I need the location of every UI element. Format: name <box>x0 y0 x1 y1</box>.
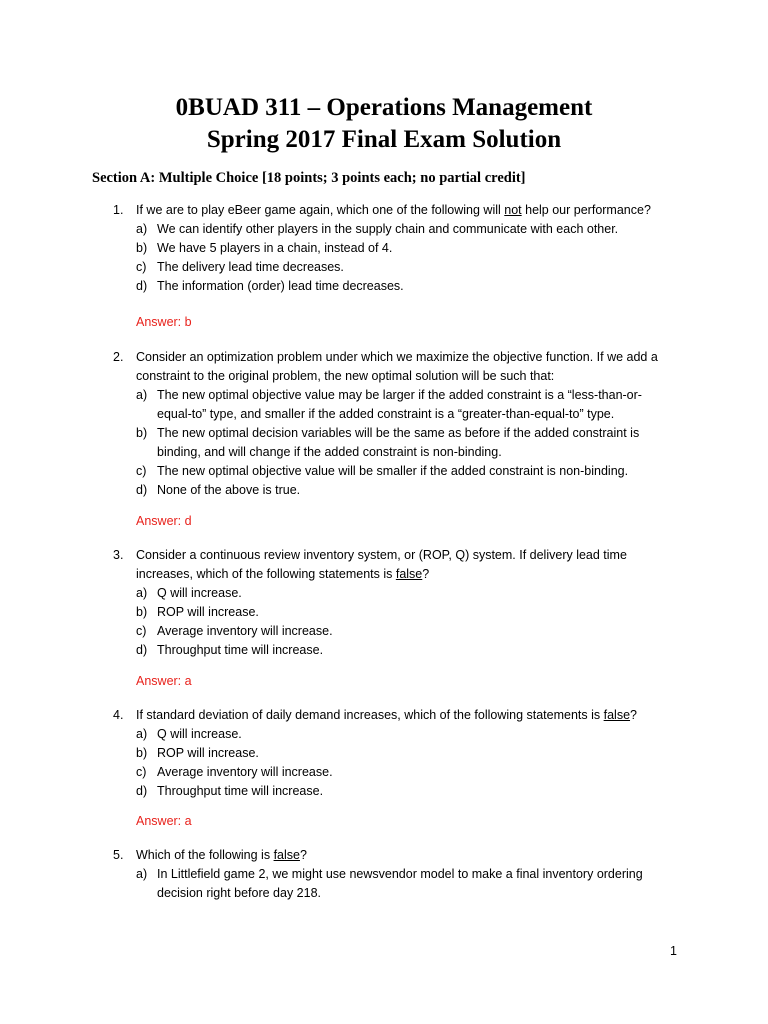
question-1 <box>113 201 673 296</box>
option-d: d) None of the above is true. <box>136 483 301 497</box>
option-list <box>136 584 673 660</box>
option-d: d) Throughput time will increase. <box>136 643 324 657</box>
question-text: If standard deviation of daily demand increases, which of the following statements is false? <box>136 708 637 722</box>
question-number: 2. <box>113 350 124 364</box>
option-list <box>136 725 673 801</box>
question-3 <box>113 546 673 660</box>
answer-2: Answer: d <box>136 514 192 528</box>
option-b: b) ROP will increase. <box>136 746 259 760</box>
emphasis-underline: not <box>504 203 522 217</box>
option-c: c) The new optimal objective value will be smaller if the added constraint is non-binding. <box>136 464 629 478</box>
option-list <box>136 220 673 296</box>
answer-1: Answer: b <box>136 315 192 329</box>
option-a: a) Q will increase. <box>136 727 242 741</box>
option-a: a) We can identify other players in the supply chain and communicate with each other. <box>136 222 619 236</box>
question-number: 4. <box>113 708 124 722</box>
option-a: a) In Littlefield game 2, we might use newsvendor model to make a final inventory ordering decision right before day 218. <box>136 867 643 900</box>
question-number: 3. <box>113 548 124 562</box>
option-a: a) Q will increase. <box>136 586 242 600</box>
emphasis-underline: false <box>603 708 631 722</box>
question-text: Which of the following is false? <box>136 848 307 862</box>
answer-3: Answer: a <box>136 674 192 688</box>
question-number: 5. <box>113 848 124 862</box>
option-list <box>136 386 673 500</box>
answer-4: Answer: a <box>136 814 192 828</box>
option-a: a) The new optimal objective value may be larger if the added constraint is a “less-than-or-equal-to” type, and smaller if the added constraint is a “greater-than-equal-to” type. <box>136 388 642 421</box>
page-title: 0BUAD 311 – Operations Management <box>175 94 593 121</box>
option-c: c) Average inventory will increase. <box>136 624 333 638</box>
question-5 <box>113 846 673 903</box>
question-number: 1. <box>113 203 124 217</box>
option-c: c) The delivery lead time decreases. <box>136 260 344 274</box>
page-subtitle: Spring 2017 Final Exam Solution <box>206 126 562 153</box>
option-b: b) The new optimal decision variables will be the same as before if the added constraint is binding, and will change if the added constraint is non-binding. <box>136 426 640 459</box>
question-4 <box>113 706 673 801</box>
question-text: If we are to play eBeer game again, which one of the following will not help our performance? <box>136 203 651 217</box>
page-number: 1 <box>670 944 677 958</box>
option-d: d) The information (order) lead time decreases. <box>136 279 404 293</box>
option-b: b) ROP will increase. <box>136 605 259 619</box>
emphasis-underline: false <box>395 567 423 581</box>
option-list <box>136 865 673 903</box>
emphasis-underline: false <box>273 848 300 862</box>
option-d: d) Throughput time will increase. <box>136 784 324 798</box>
question-text: Consider an optimization problem under which we maximize the objective function. If we add a constraint to the original problem, the new optimal solution will be such that: <box>136 350 658 383</box>
section-heading: Section A: Multiple Choice [18 points; 3 points each; no partial credit] <box>92 170 526 186</box>
question-text: Consider a continuous review inventory system, or (ROP, Q) system. If delivery lead time increases, which of the following statements is false? <box>136 548 627 581</box>
option-b: b) We have 5 players in a chain, instead of 4. <box>136 241 393 255</box>
question-2 <box>113 348 673 500</box>
option-c: c) Average inventory will increase. <box>136 765 333 779</box>
